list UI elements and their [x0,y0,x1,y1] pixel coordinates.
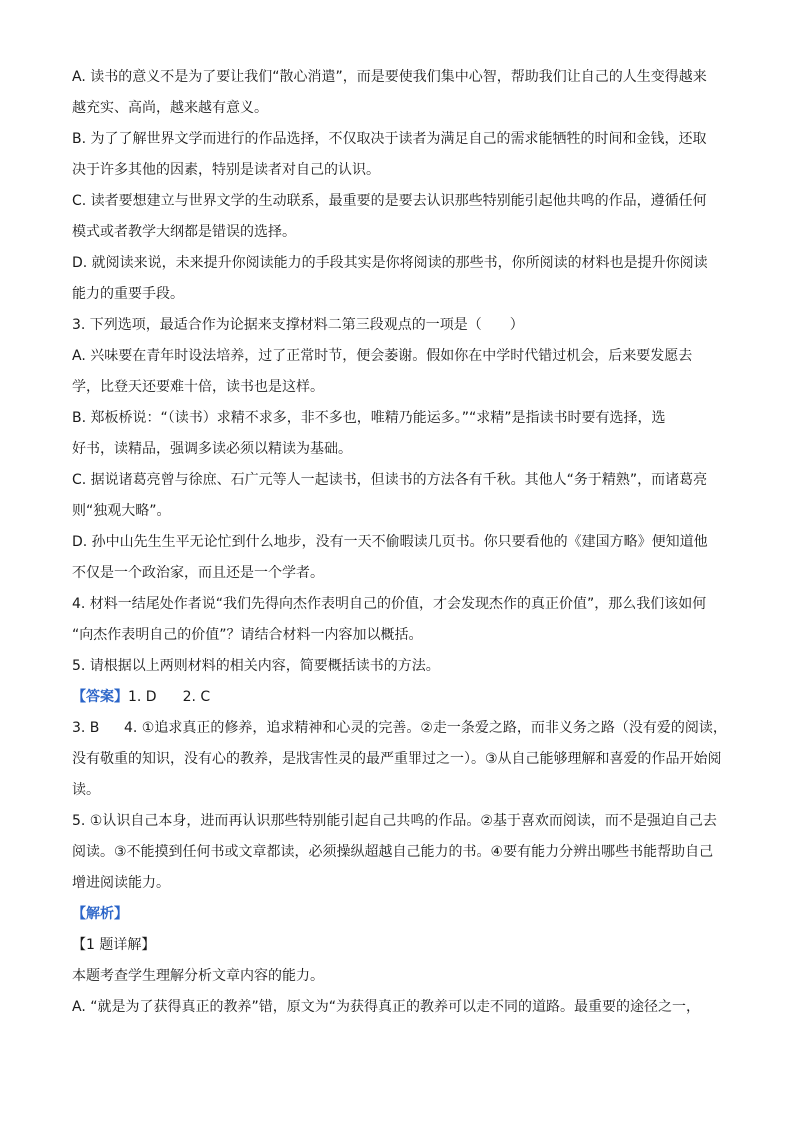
answer-1: 1. D [128,689,157,705]
answer-tag: 【答案】 [72,689,128,705]
text-line: A. 兴味要在青年时设法培养，过了正常时节，便会萎谢。假如你在中学时代错过机会，后来要发愿去 [72,348,693,364]
analysis-text: A. “就是为了获得真正的教养”错，原文为“为获得真正的教养可以走不同的道路。最重要的途径之一， [72,999,700,1015]
text-line: 则“独观大略”。 [72,503,171,519]
text-line: A. 读书的意义不是为了要让我们“散心消遣”，而是要使我们集中心智，帮助我们让自己的人生变得越来 [72,69,707,85]
analysis-text: 本题考查学生理解分析文章内容的能力。 [72,968,324,984]
question-4: 4. 材料一结尾处作者说“我们先得向杰作表明自己的价值，才会发现杰作的真正价值”，那么我们该如何 [72,596,707,612]
text-line: B. 为了了解世界文学而进行的作品选择，不仅取决于读者为满足自己的需求能牺牲的时间和金钱，还取 [72,131,707,147]
text-line: B. 郑板桥说：“（读书）求精不求多，非不多也，唯精乃能运多。”“求精”是指读书时要有选择，选 [72,410,666,426]
question-3: 3. 下列选项，最适合作为论据来支撑材料二第三段观点的一项是（ ） [72,317,524,333]
text-line: D. 孙中山先生生平无论忙到什么地步，没有一天不偷暇读几页书。你只要看他的《建国方略》便知道他 [72,534,708,550]
answer-row-2 [72,713,732,744]
text-line: 不仅是一个政治家，而且还是一个学者。 [72,565,324,581]
answer-4-line: 4. ①追求真正的修养，追求精神和心灵的完善。②走一条爱之路，而非义务之路（没有爱的阅读， [124,720,727,736]
answer-4-line: 读。 [72,782,100,798]
answer-3: 3. B [72,720,100,736]
text-line: 能力的重要手段。 [72,286,184,302]
text-line: 模式或者教学大纲都是错误的选择。 [72,224,296,240]
analysis-row [72,899,732,930]
answer-row-1 [72,682,732,713]
answer-2: 2. C [182,689,211,705]
text-line: 学，比登天还要难十倍，读书也是这样。 [72,379,324,395]
answer-4-line: 没有敬重的知识，没有心的教养，是戕害性灵的最严重罪过之一）。③从自己能够理解和喜爱的作品开始阅 [72,751,722,767]
answer-5-line: 5. ①认识自己本身，进而再认识那些特别能引起自己共鸣的作品。②基于喜欢而阅读，而不是强迫自己去 [72,813,717,829]
analysis-tag: 【解析】 [72,906,128,922]
answer-5-line: 阅读。③不能摸到任何书或文章都读，必须操纵超越自己能力的书。④要有能力分辨出哪些书能帮助自己 [72,844,714,860]
question-5: 5. 请根据以上两则材料的相关内容，简要概括读书的方法。 [72,658,440,674]
text-line: C. 据说诸葛亮曾与徐庶、石广元等人一起读书，但读书的方法各有千秋。其他人“务于精熟”，而诸葛亮 [72,472,708,488]
text-line: D. 就阅读来说，未来提升你阅读能力的手段其实是你将阅读的那些书，你所阅读的材料也是提升你阅读 [72,255,708,271]
text-line: C. 读者要想建立与世界文学的生动联系，最重要的是要去认识那些特别能引起他共鸣的作品，遵循任何 [72,193,707,209]
analysis-subheading: 【1 题详解】 [72,937,156,953]
text-line: 决于许多其他的因素，特别是读者对自己的认识。 [72,162,380,178]
text-line: 好书，读精品，强调多读必须以精读为基础。 [72,441,352,457]
answer-5-line: 增进阅读能力。 [72,875,170,891]
text-line: “向杰作表明自己的价值”？请结合材料一内容加以概括。 [72,627,423,643]
document-page [72,62,732,1023]
text-line: 越充实、高尚，越来越有意义。 [72,100,268,116]
